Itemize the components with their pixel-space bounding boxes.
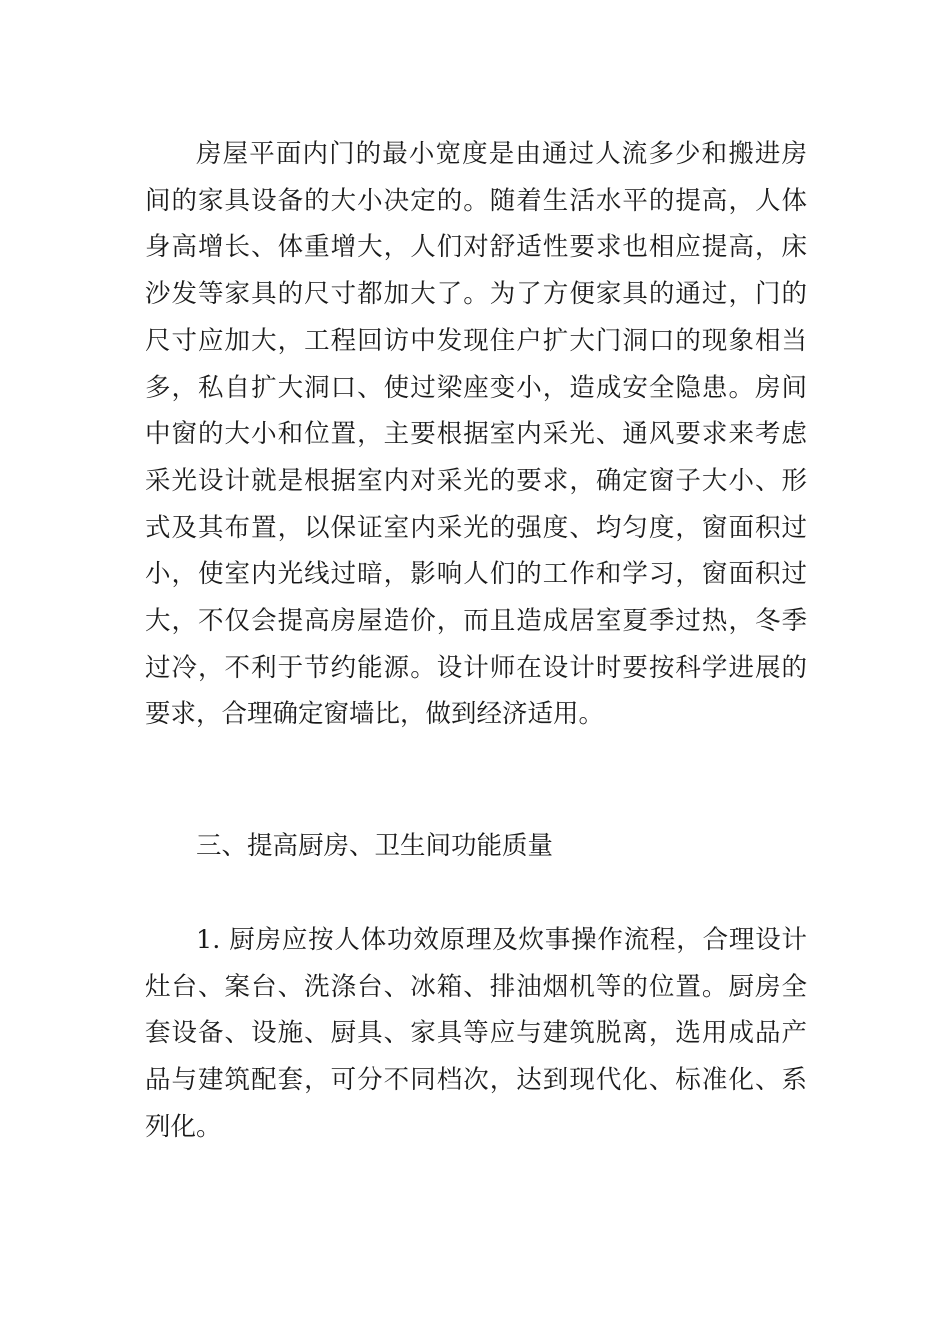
body-paragraph-kitchen: 1. 厨房应按人体功效原理及炊事操作流程，合理设计灶台、案台、洗涤台、冰箱、排油烟机等的位置。厨房全套设备、设施、厨具、家具等应与建筑脱离，选用成品产品与建筑配套，可分不同档次，达到现代化、标准化、系列化。	[145, 925, 807, 1142]
body-paragraph-doors-windows: 房屋平面内门的最小宽度是由通过人流多少和搬进房间的家具设备的大小决定的。随着生活水平的提高，人体身高增长、体重增大，人们对舒适性要求也相应提高，床沙发等家具的尺寸都加大了。为了方便家具的通过，门的尺寸应加大，工程回访中发现住户扩大门洞口的现象相当多，私自扩大洞口、使过梁座变小，造成安全隐患。房间中窗的大小和位置，主要根据室内采光、通风要求来考虑采光设计就是根据室内对采光的要求，确定窗子大小、形式及其布置，以保证室内采光的强度、均匀度，窗面积过小，使室内光线过暗，影响人们的工作和学习，窗面积过大，不仅会提高房屋造价，而且造成居室夏季过热，冬季过冷，不利于节约能源。设计师在设计时要按科学进展的要求，合理确定窗墙比，做到经济适用。	[145, 139, 807, 730]
section-heading-kitchen-bathroom: 三、提高厨房、卫生间功能质量	[196, 831, 554, 861]
